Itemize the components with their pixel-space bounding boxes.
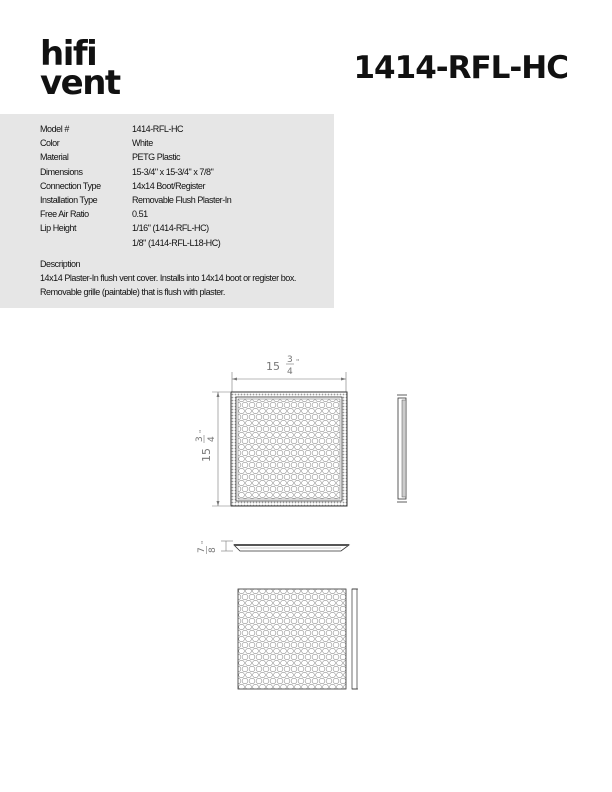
height-den: 4: [207, 436, 217, 442]
description-heading: Description: [40, 259, 81, 269]
logo-line-1: hifi: [40, 34, 97, 74]
width-unit: ": [296, 358, 300, 366]
spec-value: PETG Plastic: [132, 152, 181, 163]
profile-view: [234, 544, 349, 551]
spec-label: Color: [40, 138, 60, 149]
spec-value: 0.51: [132, 209, 148, 220]
depth-unit: ": [200, 540, 208, 544]
grille-view: [238, 589, 358, 689]
spec-value: 1414-RFL-HC: [132, 124, 184, 134]
height-num: 3: [195, 436, 205, 442]
depth-dimension: [197, 541, 233, 554]
spec-value: 1/16" (1414-RFL-HC): [132, 223, 209, 234]
spec-value: 14x14 Boot/Register: [132, 180, 205, 191]
side-view: [397, 395, 407, 502]
spec-value: Removable Flush Plaster-In: [132, 195, 232, 206]
depth-den: 8: [208, 547, 218, 553]
spec-label: Lip Height: [40, 223, 77, 234]
spec-label: Model #: [40, 124, 69, 134]
spec-value: 1/8" (1414-RFL-L18-HC): [132, 237, 221, 248]
spec-value: White: [132, 138, 153, 149]
depth-num: 7: [197, 547, 207, 553]
spec-label: Free Air Ratio: [40, 209, 89, 220]
width-den: 4: [287, 367, 293, 377]
height-unit: ": [198, 429, 206, 433]
spec-value: 15-3/4" x 15-3/4" x 7/8": [132, 166, 214, 177]
spec-label: Installation Type: [40, 195, 98, 206]
width-num: 3: [287, 355, 293, 365]
model-title: 1414-RFL-HC: [353, 50, 568, 86]
width-dimension: [232, 355, 346, 392]
height-dimension: [195, 392, 230, 506]
spec-label: Material: [40, 152, 69, 163]
spec-label: Dimensions: [40, 166, 83, 177]
width-whole: 15: [266, 360, 280, 373]
description-text: 14x14 Plaster-In flush vent cover. Installs into 14x14 boot or register box. Removable grille (paintable) that is flush with plaster.: [40, 273, 296, 298]
spec-label: Connection Type: [40, 180, 101, 191]
logo-line-2: vent: [40, 63, 120, 103]
front-view: [231, 392, 347, 506]
height-whole: 15: [200, 448, 213, 462]
